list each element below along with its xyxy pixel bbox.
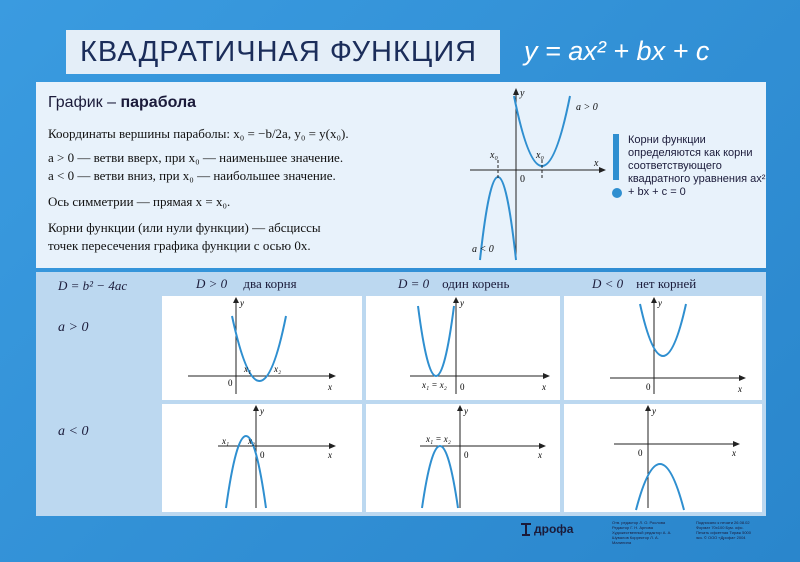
c1-x1: x₁ bbox=[244, 364, 252, 374]
main-x0-right: x₀ bbox=[536, 150, 544, 161]
c1-y: y bbox=[240, 298, 244, 308]
cell-dzero-aneg bbox=[366, 404, 560, 512]
main-y-label: y bbox=[520, 88, 525, 99]
cell-dpos-aneg bbox=[162, 404, 362, 512]
table-corner: D = b² − 4ac bbox=[58, 278, 128, 293]
col-header-3: D < 0 нет корней bbox=[592, 276, 697, 291]
cell-dzero-apos bbox=[366, 296, 560, 400]
c4-x1: x₁ bbox=[222, 436, 230, 446]
c2-x1x2: x₁ = x₂ bbox=[422, 380, 447, 390]
c3-x: x bbox=[738, 384, 742, 394]
c2-y: y bbox=[460, 298, 464, 308]
cell-dneg-aneg bbox=[564, 404, 762, 512]
main-x-label: x bbox=[594, 158, 599, 169]
row-label-a-pos: a > 0 bbox=[58, 320, 89, 335]
roots-note: Корни функции определяются как корни соответствующего квадратного уравнения ax² + bx + c = 0 bbox=[628, 134, 766, 198]
title-box bbox=[66, 30, 500, 74]
c2-zero: 0 bbox=[460, 382, 465, 392]
c1-zero: 0 bbox=[228, 378, 233, 388]
main-a-neg-label: a < 0 bbox=[472, 244, 494, 255]
c6-zero: 0 bbox=[638, 448, 643, 458]
row-label-a-neg: a < 0 bbox=[58, 424, 89, 439]
c3-zero: 0 bbox=[646, 382, 651, 392]
main-x0-left: x₀ bbox=[490, 150, 498, 161]
cell-dneg-apos bbox=[564, 296, 762, 400]
footer bbox=[520, 518, 770, 544]
vertex-line: Координаты вершины параболы: x₀ = −b/2a, y₀ = y(x₀). bbox=[48, 126, 349, 141]
main-zero-label: 0 bbox=[520, 174, 525, 185]
a-negative-line: a < 0 — ветви вниз, при x₀ — наибольшее значение. bbox=[48, 168, 336, 183]
cell-dpos-apos bbox=[162, 296, 362, 400]
c4-zero: 0 bbox=[260, 450, 265, 460]
symmetry-line: Ось симметрии — прямая x = x₀. bbox=[48, 194, 231, 209]
col-header-1: D > 0 два корня bbox=[196, 276, 297, 291]
poster-title: КВАДРАТИЧНАЯ ФУНКЦИЯ bbox=[80, 35, 478, 68]
col-header-2: D = 0 один корень bbox=[398, 276, 510, 291]
discriminant-table bbox=[36, 272, 766, 516]
c4-x2: x₂ bbox=[248, 436, 256, 446]
c5-zero: 0 bbox=[464, 450, 469, 460]
heading-bold: парабола bbox=[120, 94, 197, 111]
fine-print-1: Отв. редактор Л. О. Рослова Редактор Г. Н. Арнова Художественный редактор А. А. Шувалов Корректор Л. А. Малинина bbox=[612, 520, 672, 545]
c6-y: y bbox=[652, 406, 656, 416]
c5-y: y bbox=[464, 406, 468, 416]
c1-x: x bbox=[328, 382, 332, 392]
roots-line-2: точек пересечения графика функции с осью 0x. bbox=[48, 238, 311, 253]
c3-y: y bbox=[658, 298, 662, 308]
c2-x: x bbox=[542, 382, 546, 392]
c4-x: x bbox=[328, 450, 332, 460]
c5-x: x bbox=[538, 450, 542, 460]
top-panel bbox=[36, 82, 766, 268]
publisher-logo-icon bbox=[520, 522, 532, 536]
c1-x2: x₂ bbox=[274, 364, 282, 374]
main-formula: y = ax² + bx + c bbox=[524, 36, 710, 66]
main-parabola-graph bbox=[466, 86, 606, 264]
main-a-pos-label: a > 0 bbox=[576, 102, 598, 113]
top-heading bbox=[48, 94, 196, 112]
c4-y: y bbox=[260, 406, 264, 416]
heading-prefix: График – bbox=[48, 94, 117, 111]
fine-print-2: Подписано к печати 26.08.02 Формат 70х100 Бум. офс. Печать офсетная Тираж 5000 экз. © ООО «Дрофа» 2004 bbox=[696, 520, 752, 540]
a-positive-line: a > 0 — ветви вверх, при x₀ — наименьшее значение. bbox=[48, 150, 344, 165]
roots-line-1: Корни функции (или нули функции) — абсциссы bbox=[48, 220, 321, 235]
publisher-name: дрофа bbox=[534, 522, 574, 536]
exclamation-mark bbox=[612, 134, 620, 244]
c6-x: x bbox=[732, 448, 736, 458]
c5-x1x2: x₁ = x₂ bbox=[426, 434, 451, 444]
